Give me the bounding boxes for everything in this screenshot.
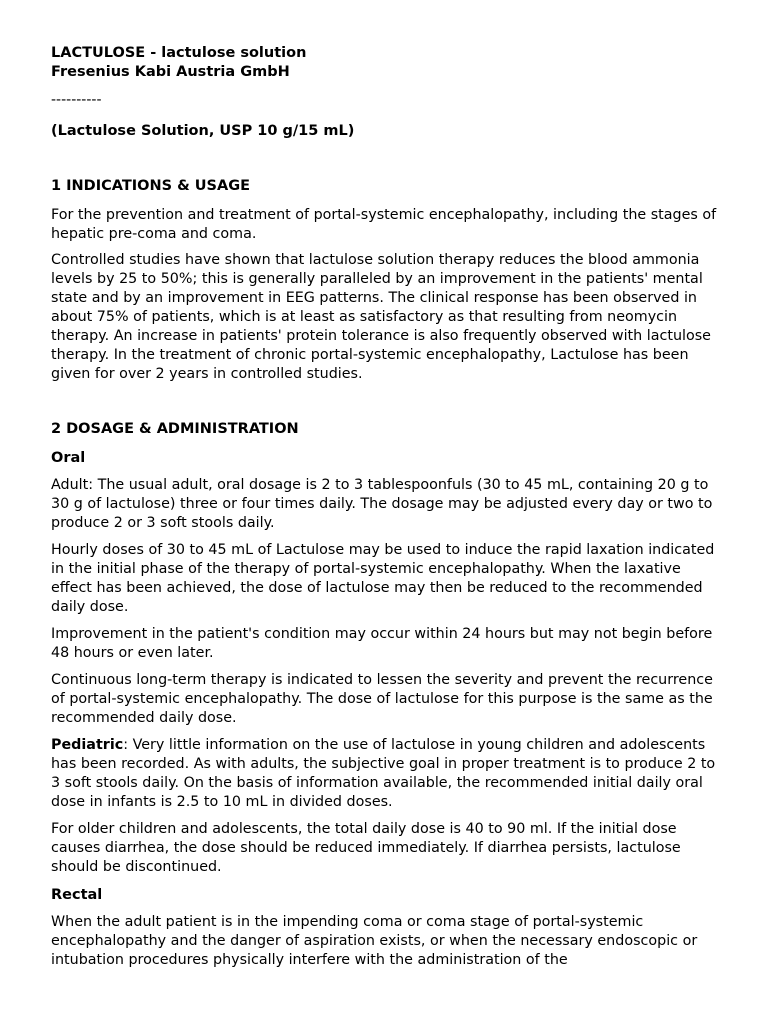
pediatric-text: : Very little information on the use of lactulose in young children and adolescents has been recorded. As with adults, the subjective goal in proper treatment is to produce 2 to 3 soft stools daily. On the basis of information available, the recommended initial daily oral dose in infants is 2.5 to 10 mL in divided doses. [51, 737, 716, 810]
rectal-paragraph: When the adult patient is in the impending coma or coma stage of portal-systemic encephalopathy and the danger of aspiration exists, or when the necessary endoscopic or intubation procedures physically interfere with the administration of the [51, 914, 698, 968]
section-heading-dosage: 2 DOSAGE & ADMINISTRATION [51, 421, 299, 437]
document-page [51, 44, 723, 970]
pediatric-lead: Pediatric [51, 737, 124, 753]
indications-paragraph-1: For the prevention and treatment of portal-systemic encephalopathy, including the stages of hepatic pre-coma and coma. [51, 207, 717, 242]
product-subtitle: (Lactulose Solution, USP 10 g/15 mL) [51, 123, 355, 139]
separator-line: ---------- [51, 92, 102, 108]
subheading-rectal: Rectal [51, 887, 103, 903]
subheading-oral: Oral [51, 450, 86, 466]
section-heading-indications: 1 INDICATIONS & USAGE [51, 178, 251, 194]
oral-paragraph-adult: Adult: The usual adult, oral dosage is 2 to 3 tablespoonfuls (30 to 45 mL, containing 20 g to 30 g of lactulose) three or four times daily. The dosage may be adjusted every day or two to produce 2 or 3 soft stools daily. [51, 477, 713, 531]
product-title: LACTULOSE - lactulose solution [51, 45, 307, 61]
oral-paragraph-hourly: Hourly doses of 30 to 45 mL of Lactulose may be used to induce the rapid laxation indicated in the initial phase of the therapy of portal-systemic encephalopathy. When the laxative effect has been achieved, the dose of lactulose may then be reduced to the recommended daily dose. [51, 542, 715, 615]
oral-paragraph-improvement: Improvement in the patient's condition may occur within 24 hours but may not begin before 48 hours or even later. [51, 626, 713, 661]
manufacturer-name: Fresenius Kabi Austria GmbH [51, 64, 290, 80]
indications-paragraph-2: Controlled studies have shown that lactulose solution therapy reduces the blood ammonia levels by 25 to 50%; this is generally paralleled by an improvement in the patients' mental state and by an improvement in EEG patterns. The clinical response has been observed in about 75% of patients, which is at least as satisfactory as that resulting from neomycin therapy. An increase in patients' protein tolerance is also frequently observed with lactulose therapy. In the treatment of chronic portal-systemic encephalopathy, Lactulose has been given for over 2 years in controlled studies. [51, 252, 711, 382]
oral-paragraph-pediatric [51, 736, 723, 812]
oral-paragraph-longterm: Continuous long-term therapy is indicated to lessen the severity and prevent the recurrence of portal-systemic encephalopathy. The dose of lactulose for this purpose is the same as the recommended daily dose. [51, 672, 713, 726]
oral-paragraph-older-children: For older children and adolescents, the total daily dose is 40 to 90 ml. If the initial dose causes diarrhea, the dose should be reduced immediately. If diarrhea persists, lactulose should be discontinued. [51, 821, 681, 875]
